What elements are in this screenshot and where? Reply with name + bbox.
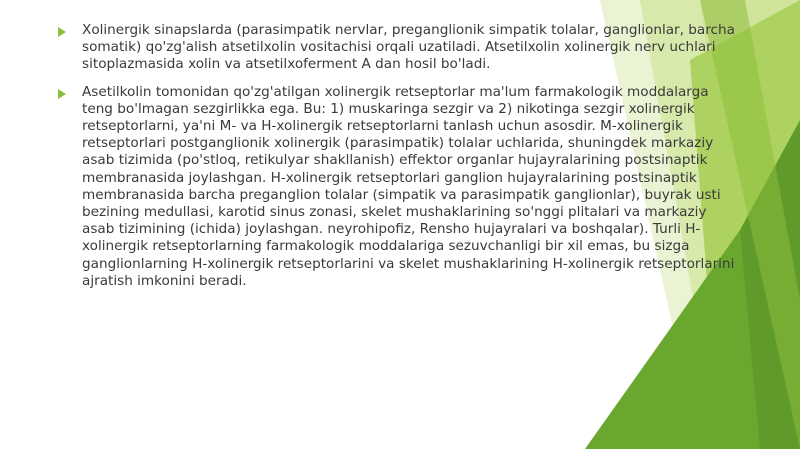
bullet-text: Asetilkolin tomonidan qo'zg'atilgan xolinergik retseptorlar ma'lum farmakologik moddalarga teng bo'lmagan sezgirlikka ega. Bu: 1) muskaringa sezgir va 2) nikotinga sezgir xolinergik retseptorlarni, ya'ni M- va H-xolinergik retseptorlarni tanlash uchun asosdir. M-xolinergik retseptorlari postganglionik xolinergik (parasimpatik) tolalar uchlarida, shuningdek markaziy asab tizimida (po'stloq, retikulyar shakllanish) effektor organlar hujayralarining postsinaptik membranasida joylashgan. H-xolinergik retseptorlari ganglion hujayralarining postsinaptik membranasida barcha preganglion tolalar (simpatik va parasimpatik ganglionlar), buyrak usti bezining medullasi, karotid sinus zonasi, skelet mushaklarining so'nggi plitalari va markaziy asab tizimining (ichida) joylashgan. neyrohipofiz, Rensho hujayralari va boshqalar). Turli H-xolinergik retseptorlarning farmakologik moddalariga sezuvchanligi bir xil emas, bu sizga ganglionlarning H-xolinergik retseptorlarini va skelet mushaklarining H-xolinergik retseptorlarini ajratish imkonini beradi.	[82, 83, 735, 289]
bullet-text: Xolinergik sinapslarda (parasimpatik nervlar, preganglionik simpatik tolalar, ganglionlar, barcha somatik) qo'zg'alish atsetilxolin vositachisi orqali uzatiladi. Atsetilxolin xolinergik nerv uchlari sitoplazmasida xolin va atsetilxoferment A dan hosil bo'ladi.	[82, 22, 735, 73]
bullet-arrow-icon	[58, 27, 66, 37]
bullet-item	[58, 22, 738, 74]
slide-content	[58, 22, 738, 300]
bullet-item	[58, 84, 738, 290]
bullet-arrow-icon	[58, 89, 66, 99]
